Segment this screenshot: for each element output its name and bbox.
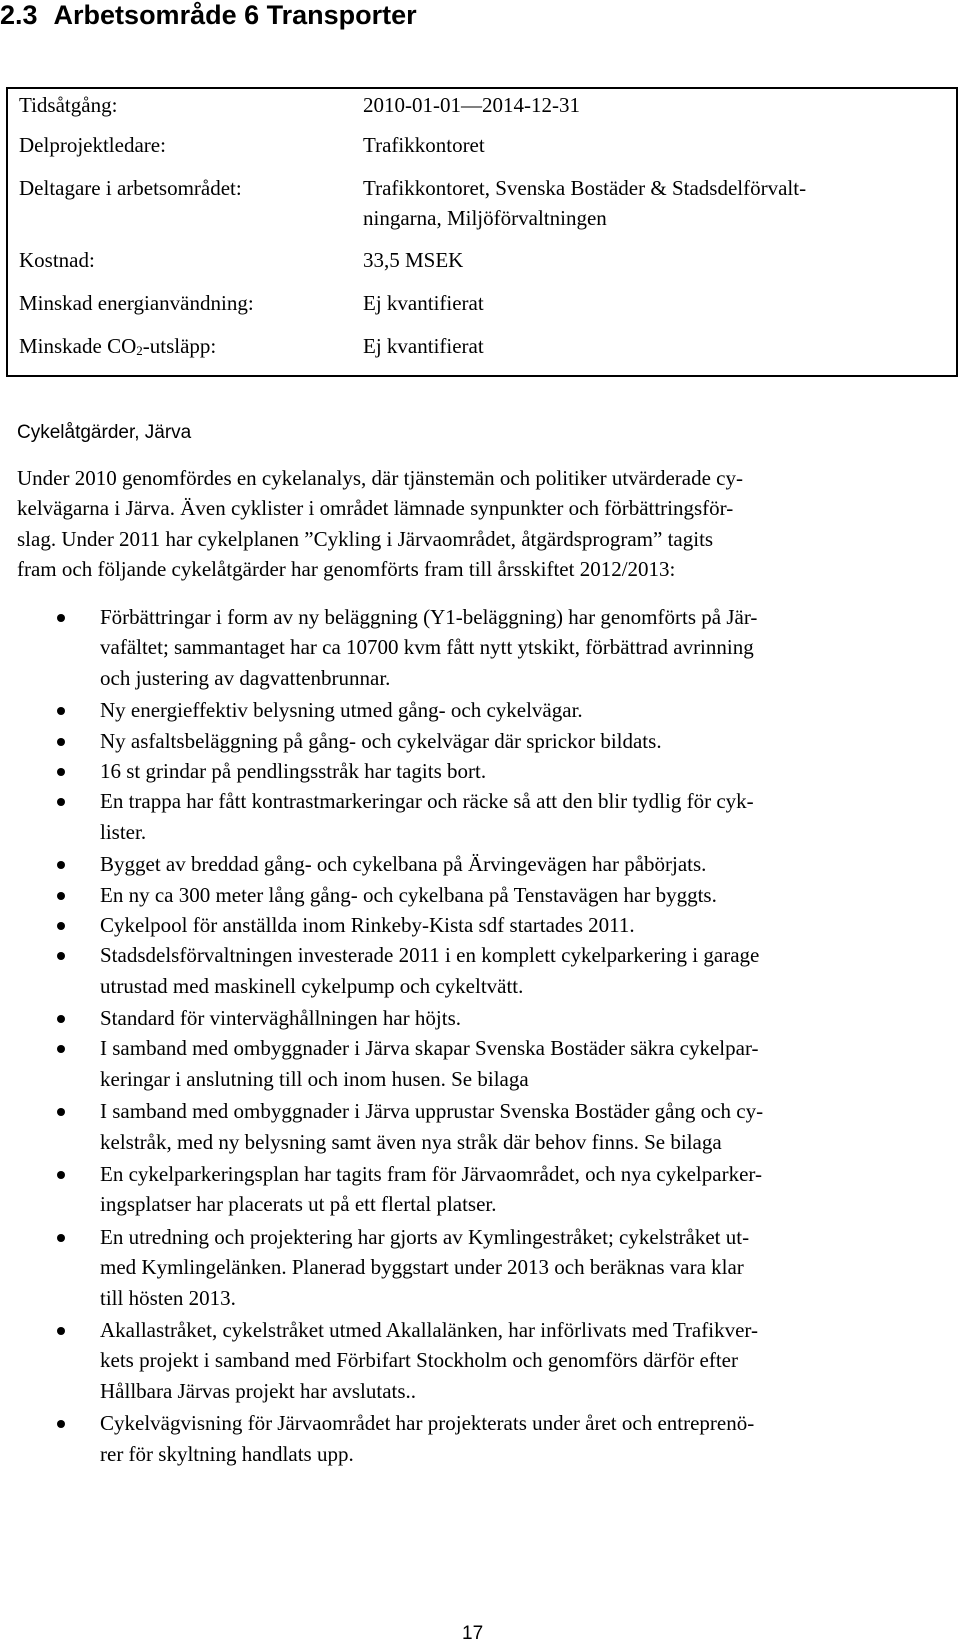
co2-label-suffix: -utsläpp: — [142, 334, 217, 358]
bullet-item — [0, 940, 960, 1001]
bullet-item — [0, 756, 960, 786]
bullet-dot-icon — [57, 1327, 65, 1335]
bullet-text — [100, 1033, 960, 1094]
bullet-line: Ny asfaltsbeläggning på gång- och cykelvägar där sprickor bildats. — [100, 728, 662, 753]
bullet-item — [0, 849, 960, 879]
bullet-item — [0, 726, 960, 756]
bullet-line: En utredning och projektering har gjorts av Kymlingestråket; cykelstråket ut- — [100, 1224, 750, 1249]
bullet-line: med Kymlingelänken. Planerad byggstart under 2013 och beräknas vara klar — [100, 1255, 744, 1280]
bullet-line: keringar i anslutning till och inom husen. Se bilaga — [100, 1066, 529, 1091]
bullet-item — [0, 1159, 960, 1220]
bullet-dot-icon — [57, 1045, 65, 1053]
bullet-text — [100, 940, 960, 1001]
bullet-text — [100, 849, 960, 879]
bullet-dot-icon — [57, 1015, 65, 1023]
measures-bullet-list — [0, 602, 960, 1471]
bullet-text — [100, 1096, 960, 1157]
bullet-dot-icon — [57, 1171, 65, 1179]
bullet-text — [100, 726, 960, 756]
bullet-dot-icon — [57, 768, 65, 776]
info-label: Tidsåtgång: — [19, 93, 118, 117]
bullet-line: En trappa har fått kontrastmarkeringar och räcke så att den blir tydlig för cyk- — [100, 789, 754, 814]
info-value: Ej kvantifierat — [363, 291, 484, 315]
subsection-heading: Cykelåtgärder, Järva — [17, 422, 192, 443]
bullet-line: Bygget av breddad gång- och cykelbana på Ärvingevägen har påbörjats. — [100, 852, 707, 877]
bullet-dot-icon — [57, 1108, 65, 1116]
paragraph-line: fram och följande cykelåtgärder har genomförts fram till årsskiftet 2012/2013: — [17, 557, 676, 582]
bullet-line: rer för skyltning handlats upp. — [100, 1441, 354, 1466]
bullet-line: Hållbara Järvas projekt har avslutats.. — [100, 1378, 417, 1403]
info-value: ningarna, Miljöförvaltningen — [363, 206, 607, 230]
bullet-item — [0, 1033, 960, 1094]
bullet-text — [100, 1003, 960, 1033]
bullet-line: Cykelpool för anställda inom Rinkeby-Kista sdf startades 2011. — [100, 912, 635, 937]
bullet-item — [0, 1003, 960, 1033]
bullet-dot-icon — [57, 892, 65, 900]
bullet-line: kelstråk, med ny belysning samt även nya stråk där behov finns. Se bilaga — [100, 1129, 722, 1154]
bullet-dot-icon — [57, 861, 65, 869]
bullet-line: och justering av dagvattenbrunnar. — [100, 665, 391, 690]
intro-paragraph — [17, 463, 942, 585]
co2-subscript: 2 — [136, 343, 143, 358]
bullet-dot-icon — [57, 738, 65, 746]
bullet-item — [0, 910, 960, 940]
bullet-line: I samband med ombyggnader i Järva upprustar Svenska Bostäder gång och cy- — [100, 1099, 764, 1124]
bullet-line: Cykelvägvisning för Järvaområdet har projekterats under året och entreprenö- — [100, 1411, 755, 1436]
bullet-text — [100, 1159, 960, 1220]
info-value: 33,5 MSEK — [363, 248, 464, 272]
bullet-line: En ny ca 300 meter lång gång- och cykelbana på Tenstavägen har byggts. — [100, 882, 717, 907]
info-value: Trafikkontoret, Svenska Bostäder & Stadsdelförvalt- — [363, 176, 807, 200]
bullet-line: Akallastråket, cykelstråket utmed Akallalänken, har införlivats med Trafikver- — [100, 1317, 758, 1342]
bullet-line: I samband med ombyggnader i Järva skapar Svenska Bostäder säkra cykelpar- — [100, 1036, 759, 1061]
bullet-item — [0, 1222, 960, 1313]
info-label — [19, 331, 216, 361]
bullet-line: En cykelparkeringsplan har tagits fram för Järvaområdet, och nya cykelparker- — [100, 1162, 762, 1187]
bullet-item — [0, 1408, 960, 1469]
bullet-line: Förbättringar i form av ny beläggning (Y1-beläggning) har genomförts på Jär- — [100, 605, 758, 629]
info-label: Minskad energianvändning: — [19, 291, 254, 315]
bullet-line: kets projekt i samband med Förbifart Stockholm och genomförs därför efter — [100, 1348, 738, 1373]
bullet-dot-icon — [57, 614, 65, 622]
info-label: Deltagare i arbetsområdet: — [19, 176, 242, 200]
bullet-dot-icon — [57, 1234, 65, 1242]
bullet-text — [100, 880, 960, 910]
paragraph-line: kelvägarna i Järva. Även cyklister i området lämnade synpunkter och förbättringsför- — [17, 496, 734, 521]
bullet-item — [0, 786, 960, 847]
bullet-text — [100, 756, 960, 786]
bullet-item — [0, 695, 960, 725]
bullet-line: Standard för vinterväghållningen har höjts. — [100, 1006, 461, 1031]
info-label: Delprojektledare: — [19, 133, 166, 157]
bullet-item — [0, 602, 960, 693]
paragraph-line: Under 2010 genomfördes en cykelanalys, där tjänstemän och politiker utvärderade cy- — [17, 466, 743, 490]
bullet-item — [0, 1315, 960, 1406]
info-value: Ej kvantifierat — [363, 334, 484, 358]
bullet-item — [0, 880, 960, 910]
bullet-text — [100, 602, 960, 693]
bullet-line: Stadsdelsförvaltningen investerade 2011 i en komplett cykelparkering i garage — [100, 943, 760, 968]
bullet-text — [100, 910, 960, 940]
bullet-dot-icon — [57, 707, 65, 715]
bullet-text — [100, 1222, 960, 1313]
section-number: 2.3 — [0, 0, 38, 30]
bullet-dot-icon — [57, 798, 65, 806]
bullet-line: lister. — [100, 819, 147, 844]
paragraph-line: slag. Under 2011 har cykelplanen ”Cykling i Järvaområdet, åtgärdsprogram” tagits — [17, 526, 714, 551]
section-title: Arbetsområde 6 Transporter — [53, 0, 417, 30]
bullet-line: 16 st grindar på pendlingsstråk har tagits bort. — [100, 758, 487, 783]
bullet-line: utrustad med maskinell cykelpump och cykeltvätt. — [100, 973, 524, 998]
bullet-line: till hösten 2013. — [100, 1285, 236, 1310]
bullet-item — [0, 1096, 960, 1157]
bullet-text — [100, 695, 960, 725]
bullet-text — [100, 1408, 960, 1469]
bullet-dot-icon — [57, 1420, 65, 1428]
bullet-line: Ny energieffektiv belysning utmed gång- och cykelvägar. — [100, 698, 583, 723]
bullet-line: vafältet; sammantaget har ca 10700 kvm fått nytt ytskikt, förbättrad avrinning — [100, 635, 754, 660]
info-value: Trafikkontoret — [363, 133, 485, 157]
bullet-dot-icon — [57, 922, 65, 930]
info-value: 2010-01-01—2014-12-31 — [363, 93, 580, 117]
info-label: Kostnad: — [19, 248, 95, 272]
page-number: 17 — [462, 1623, 484, 1644]
bullet-text — [100, 1315, 960, 1406]
bullet-dot-icon — [57, 952, 65, 960]
bullet-text — [100, 786, 960, 847]
co2-label-prefix: Minskade CO — [19, 334, 137, 358]
bullet-line: ingsplatser har placerats ut på ett flertal platser. — [100, 1192, 497, 1217]
project-info-box — [6, 87, 958, 377]
section-heading — [0, 0, 417, 30]
